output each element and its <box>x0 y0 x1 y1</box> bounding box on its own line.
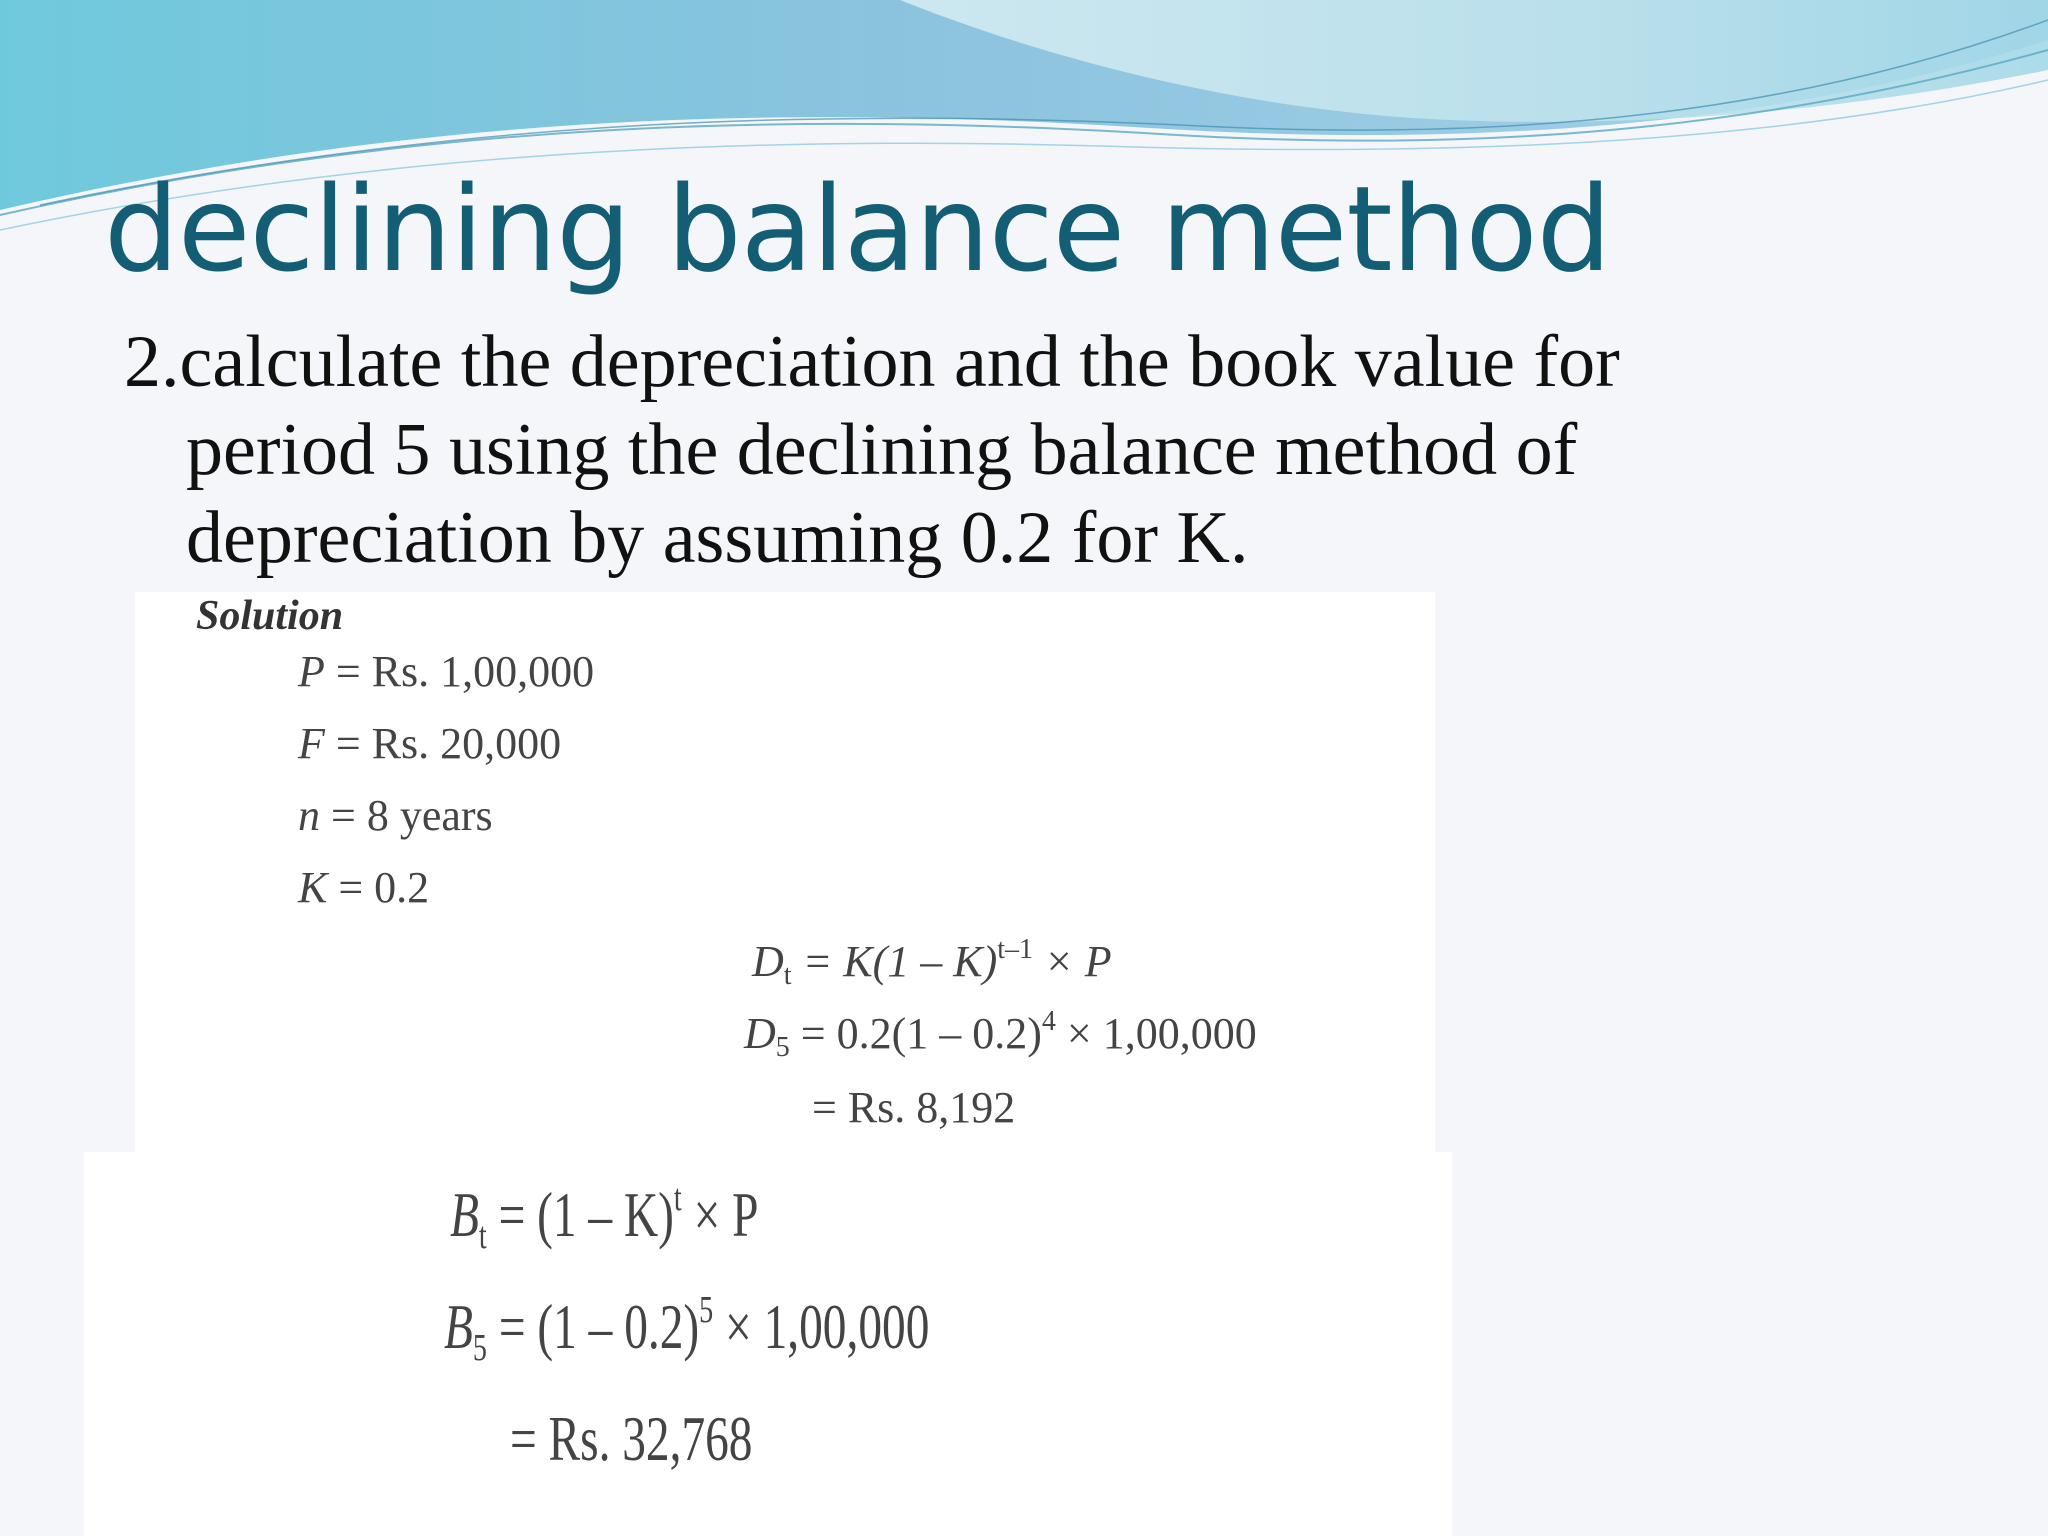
question-text <box>124 318 1804 582</box>
question-line: 2.calculate the depreciation and the book value for <box>124 321 1620 403</box>
given-p <box>298 646 594 697</box>
slide-title: declining balance method <box>104 160 1611 298</box>
given-var: F <box>298 719 325 768</box>
book-value-result: = Rs. 32,768 <box>510 1403 753 1474</box>
given-value: = 0.2 <box>327 863 430 912</box>
depreciation-formula: $D_t = K(1 - K)^{t-1} \times P$ <box>752 934 1112 991</box>
book-value-substituted: $B_5 = (1 - 0.2)^5 \times 1,00,000$ <box>444 1289 930 1369</box>
given-k <box>298 862 429 913</box>
given-var: n <box>298 791 320 840</box>
depreciation-result: = Rs. 8,192 <box>812 1083 1016 1132</box>
given-f <box>298 718 561 769</box>
depreciation-substituted: $D_5 = 0.2(1 - 0.2)^4 \times 1,00,000$ <box>744 1006 1257 1063</box>
solution-heading: Solution <box>196 593 344 639</box>
given-var: P <box>298 647 325 696</box>
given-var: K <box>298 863 328 912</box>
book-value-formula: $B_t = (1 - K)^t \times P$ <box>450 1177 759 1257</box>
given-value: = Rs. 1,00,000 <box>324 647 595 696</box>
given-n <box>298 790 493 841</box>
given-value: = 8 years <box>320 791 493 840</box>
question-line: period 5 using the declining balance method of <box>186 409 1578 491</box>
question-line: depreciation by assuming 0.2 for K. <box>186 497 1249 579</box>
given-value: = Rs. 20,000 <box>324 719 562 768</box>
